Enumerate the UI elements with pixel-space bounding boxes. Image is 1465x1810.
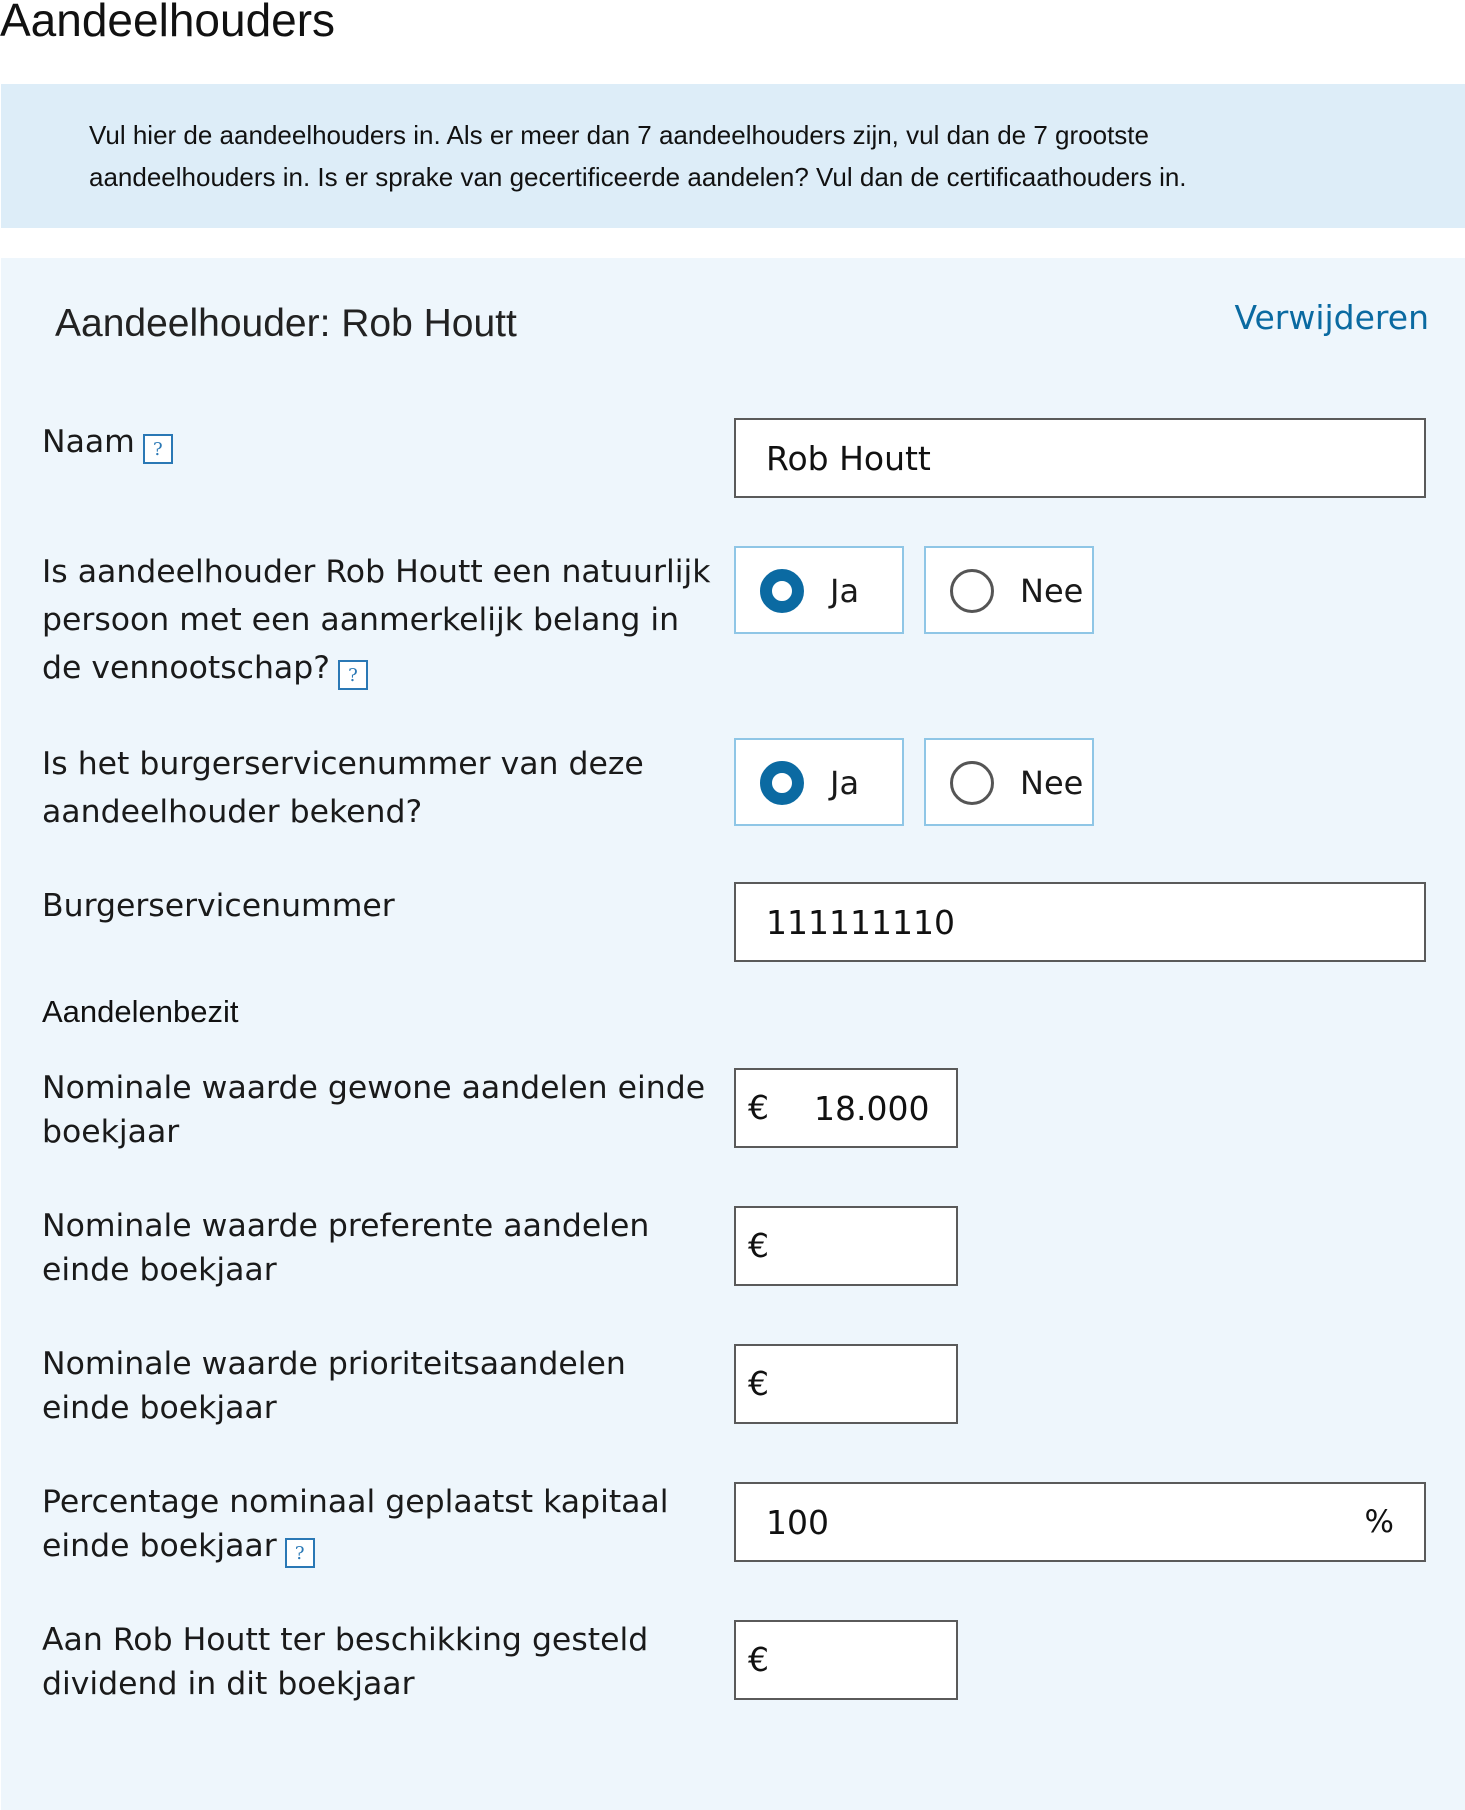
intro-text	[89, 114, 1419, 198]
radio-label: Ja	[830, 572, 860, 610]
substantial-interest-option-no[interactable]	[924, 546, 1094, 634]
bsn-label: Burgerservicenummer	[42, 888, 395, 924]
name-label-row	[42, 418, 722, 466]
substantial-interest-label: Is aandeelhouder Rob Houtt een natuurlijk persoon met een aanmerkelijk belang in de vennootschap?	[42, 554, 711, 686]
radio-label: Ja	[830, 764, 860, 802]
help-icon[interactable]: ?	[285, 1538, 315, 1568]
help-icon[interactable]: ?	[143, 434, 173, 464]
shareholder-heading: Aandeelhouder: Rob Houtt	[55, 302, 517, 345]
substantial-interest-label-row	[42, 548, 722, 692]
shareholder-card	[1, 258, 1465, 1810]
priority-shares-field	[734, 1344, 958, 1424]
bsn-known-label: Is het burgerservicenummer van deze aandeelhouder bekend?	[42, 746, 644, 830]
radio-unchecked-icon	[950, 761, 994, 805]
capital-percentage-input[interactable]	[766, 1499, 1326, 1545]
dividend-input[interactable]	[814, 1637, 944, 1683]
bsn-known-option-yes[interactable]	[734, 738, 904, 826]
intro-panel	[1, 84, 1465, 228]
help-icon[interactable]: ?	[338, 660, 368, 690]
shares-section-heading: Aandelenbezit	[42, 994, 239, 1029]
capital-percentage-label: Percentage nominaal geplaatst kapitaal einde boekjaar	[42, 1484, 669, 1564]
dividend-label: Aan Rob Houtt ter beschikking gesteld dividend in dit boekjaar	[42, 1622, 649, 1702]
intro-line-1: Vul hier de aandeelhouders in. Als er meer dan 7 aandeelhouders zijn, vul dan de 7 grootste	[89, 120, 1149, 150]
euro-sign: €	[748, 1088, 769, 1127]
delete-shareholder-link[interactable]: Verwijderen	[1234, 298, 1429, 337]
name-label: Naam	[42, 424, 135, 460]
radio-label: Nee	[1020, 572, 1084, 610]
ordinary-shares-field	[734, 1068, 958, 1148]
priority-shares-input[interactable]	[814, 1361, 944, 1407]
euro-sign: €	[748, 1226, 769, 1265]
euro-sign: €	[748, 1640, 769, 1679]
priority-shares-label: Nominale waarde prioriteitsaandelen einde boekjaar	[42, 1346, 626, 1426]
dividend-field	[734, 1620, 958, 1700]
ordinary-shares-label: Nominale waarde gewone aandelen einde boekjaar	[42, 1070, 706, 1150]
percent-sign: %	[1364, 1504, 1394, 1540]
preferred-shares-label: Nominale waarde preferente aandelen einde boekjaar	[42, 1208, 650, 1288]
radio-label: Nee	[1020, 764, 1084, 802]
name-input[interactable]	[734, 418, 1426, 498]
euro-sign: €	[748, 1364, 769, 1403]
ordinary-shares-input[interactable]	[814, 1085, 944, 1131]
radio-checked-icon	[760, 761, 804, 805]
radio-checked-icon	[760, 569, 804, 613]
bsn-known-option-no[interactable]	[924, 738, 1094, 826]
preferred-shares-field	[734, 1206, 958, 1286]
intro-line-2: aandeelhouders in. Is er sprake van gecertificeerde aandelen? Vul dan de certificaathouders in.	[89, 162, 1187, 192]
radio-unchecked-icon	[950, 569, 994, 613]
capital-percentage-field	[734, 1482, 1426, 1562]
preferred-shares-input[interactable]	[814, 1223, 944, 1269]
page-title: Aandeelhouders	[0, 0, 336, 46]
substantial-interest-option-yes[interactable]	[734, 546, 904, 634]
capital-percentage-label-row	[42, 1480, 722, 1568]
bsn-input[interactable]	[734, 882, 1426, 962]
